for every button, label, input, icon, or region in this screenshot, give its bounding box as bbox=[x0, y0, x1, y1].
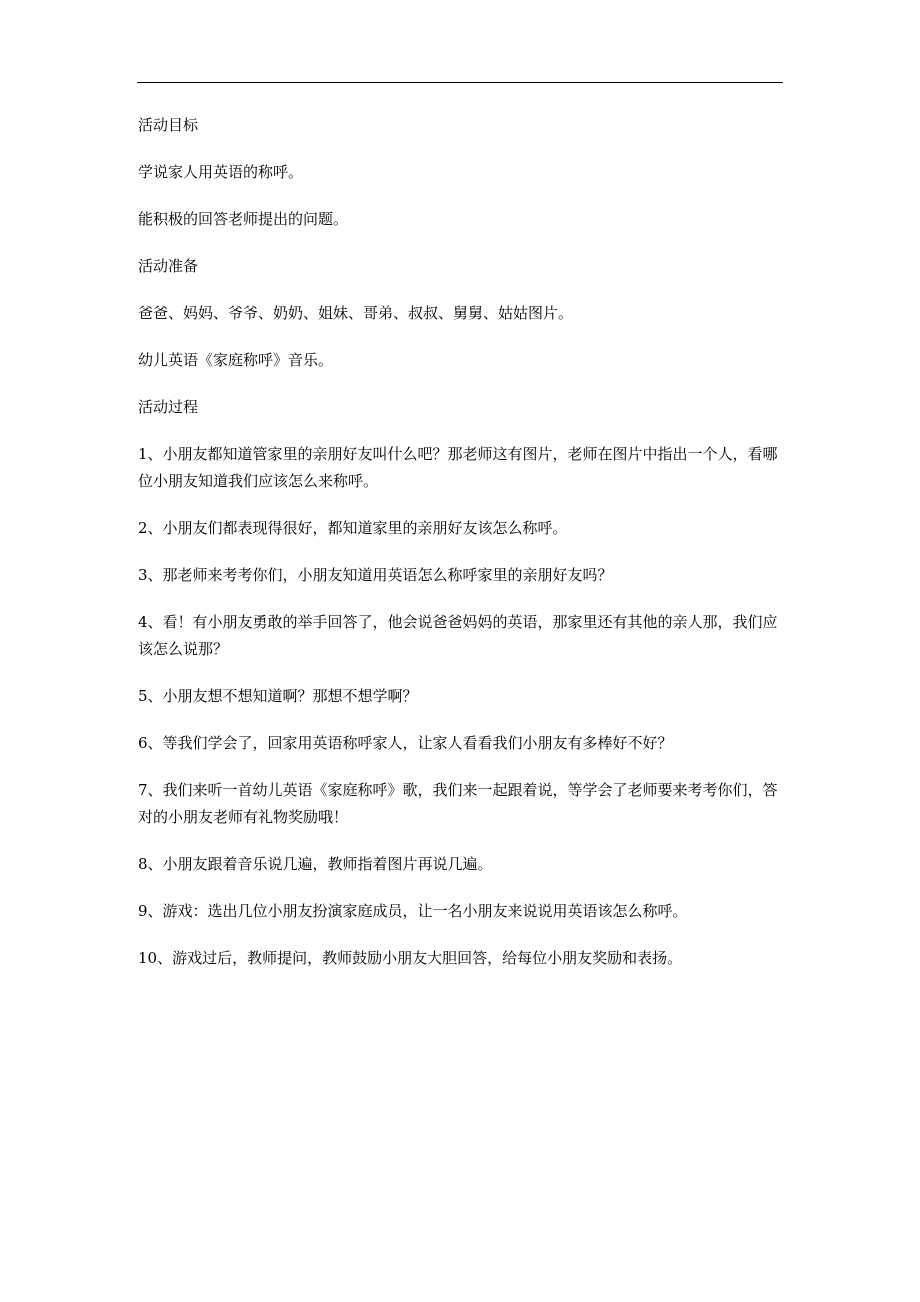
objective-item: 学说家人用英语的称呼。 bbox=[138, 163, 304, 181]
preparation-item: 幼儿英语《家庭称呼》音乐。 bbox=[138, 351, 334, 369]
header-rule bbox=[137, 82, 783, 83]
process-step: 2、小朋友们都表现得很好，都知道家里的亲朋好友该怎么称呼。 bbox=[138, 519, 568, 537]
preparation-heading: 活动准备 bbox=[138, 257, 199, 275]
document-body bbox=[138, 112, 784, 992]
objectives-heading: 活动目标 bbox=[138, 116, 199, 134]
process-step: 4、看！有小朋友勇敢的举手回答了，他会说爸爸妈妈的英语，那家里还有其他的亲人那，我们应该怎么说那？ bbox=[138, 613, 778, 658]
preparation-item: 爸爸、妈妈、爷爷、奶奶、姐妹、哥弟、叔叔、舅舅、姑姑图片。 bbox=[138, 304, 574, 322]
process-step: 3、那老师来考考你们，小朋友知道用英语怎么称呼家里的亲朋好友吗？ bbox=[138, 566, 613, 584]
process-step: 5、小朋友想不想知道啊？那想不想学啊？ bbox=[138, 687, 418, 705]
process-heading: 活动过程 bbox=[138, 398, 199, 416]
objective-item: 能积极的回答老师提出的问题。 bbox=[138, 210, 349, 228]
process-step: 7、我们来听一首幼儿英语《家庭称呼》歌，我们来一起跟着说，等学会了老师要来考考你们，答对的小朋友老师有礼物奖励哦！ bbox=[138, 781, 778, 826]
process-step: 9、游戏：选出几位小朋友扮演家庭成员，让一名小朋友来说说用英语该怎么称呼。 bbox=[138, 902, 688, 920]
process-step: 1、小朋友都知道管家里的亲朋好友叫什么吧？那老师这有图片，老师在图片中指出一个人，看哪位小朋友知道我们应该怎么来称呼。 bbox=[138, 445, 778, 490]
process-step: 6、等我们学会了，回家用英语称呼家人，让家人看看我们小朋友有多棒好不好？ bbox=[138, 734, 673, 752]
process-step: 8、小朋友跟着音乐说几遍，教师指着图片再说几遍。 bbox=[138, 855, 493, 873]
process-step: 10、游戏过后，教师提问，教师鼓励小朋友大胆回答，给每位小朋友奖励和表扬。 bbox=[138, 949, 683, 967]
